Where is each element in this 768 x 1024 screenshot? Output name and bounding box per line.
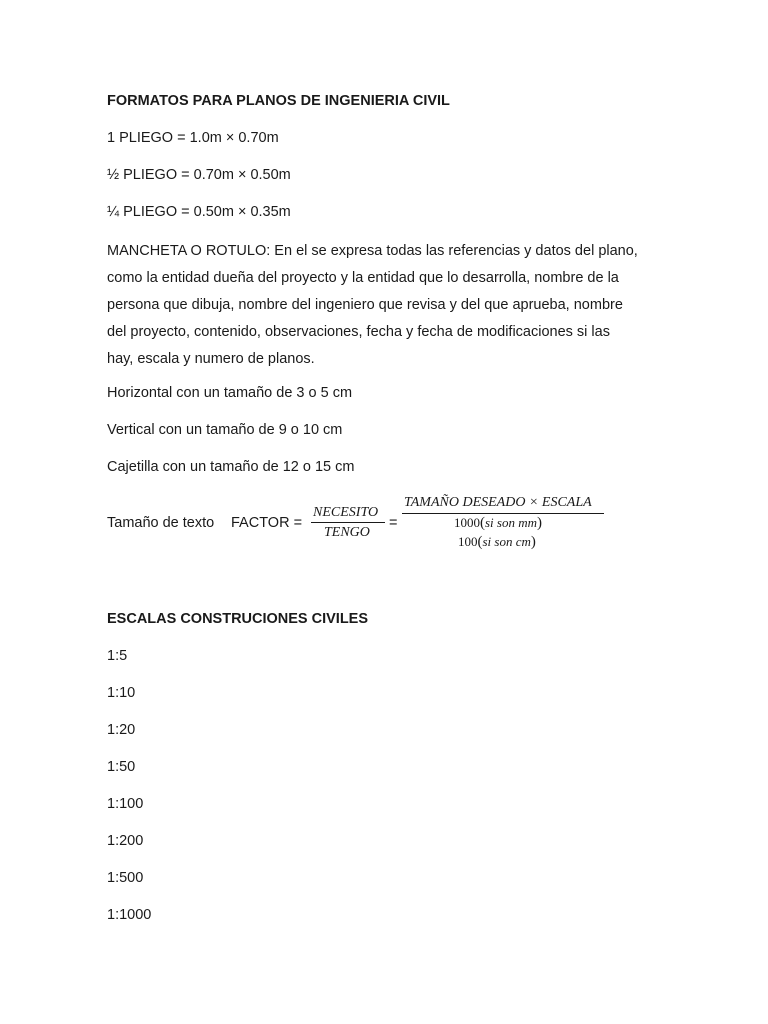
size-line-vertical: Vertical con un tamaño de 9 o 10 cm (107, 422, 343, 438)
denominator-cm: 100(si son cm) (458, 534, 536, 550)
scale-item: 1:1000 (107, 907, 152, 923)
formula-equals: = (389, 515, 398, 531)
scale-item: 1:100 (107, 796, 144, 812)
format-line-quarter-pliego: ¼ PLIEGO = 0.50m × 0.35m (107, 204, 291, 220)
heading-formats: FORMATOS PARA PLANOS DE INGENIERIA CIVIL (107, 93, 450, 109)
format-line-pliego: 1 PLIEGO = 1.0m × 0.70m (107, 130, 279, 146)
formula-factor: FACTOR = (231, 515, 303, 531)
fraction-numerator: NECESITO (313, 505, 379, 520)
formula-label: Tamaño de texto (107, 515, 215, 531)
size-line-horizontal: Horizontal con un tamaño de 3 o 5 cm (107, 385, 353, 401)
paragraph-line: como la entidad dueña del proyecto y la entidad que lo desarrolla, nombre de la (107, 270, 619, 286)
scale-item: 1:20 (107, 722, 136, 738)
fraction-denominator: TENGO (324, 525, 370, 540)
scale-item: 1:50 (107, 759, 136, 775)
heading-scales: ESCALAS CONSTRUCIONES CIVILES (107, 611, 369, 627)
scale-item: 1:5 (107, 648, 128, 664)
paragraph-line: persona que dibuja, nombre del ingeniero que revisa y del que aprueba, nombre (107, 297, 623, 313)
paragraph-line: MANCHETA O ROTULO: En el se expresa todas las referencias y datos del plano, (107, 243, 638, 259)
fraction-bar (311, 522, 385, 523)
scale-item: 1:500 (107, 870, 144, 886)
denominator-mm: 1000(si son mm) (454, 515, 543, 531)
scale-item: 1:10 (107, 685, 136, 701)
scale-item: 1:200 (107, 833, 144, 849)
mancheta-paragraph (107, 238, 677, 373)
paragraph-line: del proyecto, contenido, observaciones, fecha y fecha de modificaciones si las (107, 324, 610, 340)
size-line-cajetilla: Cajetilla con un tamaño de 12 o 15 cm (107, 459, 355, 475)
format-line-half-pliego: ½ PLIEGO = 0.70m × 0.50m (107, 167, 291, 183)
paragraph-line: hay, escala y numero de planos. (107, 351, 315, 367)
text-size-formula (107, 494, 627, 554)
fraction-bar-large (402, 513, 604, 514)
fraction-numerator-large: TAMAÑO DESEADO × ESCALA (404, 495, 592, 510)
